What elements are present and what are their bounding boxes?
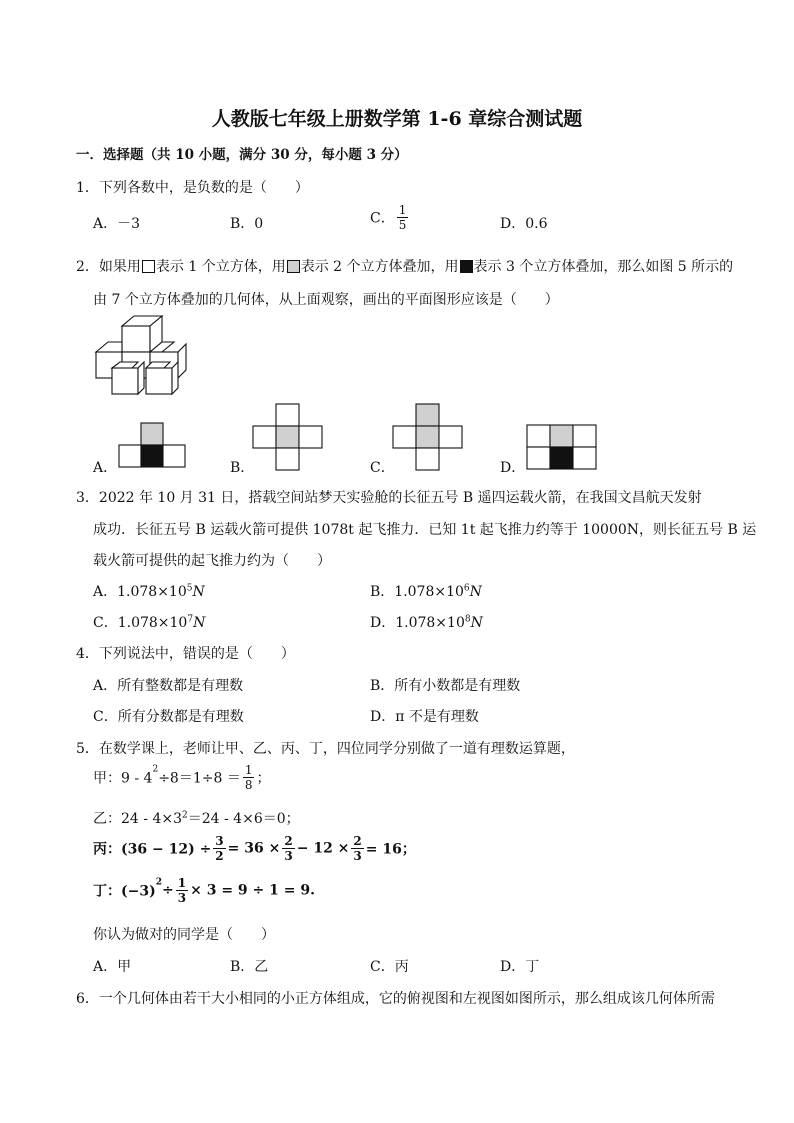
page-title: 人教版七年级上册数学第 1-6 章综合测试题 [211,108,583,130]
question-3-line-1: 3．2022 年 10 月 31 日，搭载空间站梦天实验舱的长征五号 B 遥四运载火箭，在我国文昌航天发射 [76,490,702,506]
q5-jia-end: ； [256,770,271,787]
q1-option-d: D．0.6 [500,216,548,232]
q5-jia-exp: 2 [152,764,159,775]
q5-jia-pre: 甲：9 - 4 [93,770,153,787]
q5-bing-d1: 2 [215,849,224,863]
q5-yi-line [93,808,300,828]
question-2-line-1 [76,256,733,276]
q5-bing-frac-1 [213,834,225,863]
white-square-icon [142,260,155,273]
q1-option-c-label: C． [370,210,395,227]
q5-jia-den: 8 [244,778,253,792]
q5-ding-exp: 2 [155,877,162,888]
q4-option-a[interactable]: A．所有整数都是有理数 [93,678,244,694]
q2-option-d[interactable]: D． [500,460,526,476]
q3-b-exp: 6 [463,583,470,594]
q1-option-a: A．－3 [93,216,141,232]
q2-option-a[interactable]: A． [93,460,118,476]
q2-option-c-grid [392,402,466,472]
question-1-stem: 1．下列各数中，是负数的是（ ） [76,180,309,196]
q5-jia-line [93,763,270,792]
q1-fraction-den: 5 [398,218,407,232]
q3-option-d[interactable] [370,612,483,632]
q5-yi-end: ＝24 - 4×6＝0； [187,811,300,827]
q3-c-text: C．1.078×10 [93,615,188,631]
q5-option-b[interactable]: B．乙 [230,959,269,975]
q4-option-b[interactable]: B．所有小数都是有理数 [370,678,521,694]
q3-option-c[interactable] [93,612,205,632]
black-square-icon [460,260,473,273]
question-3-line-2: 成功．长征五号 B 运载火箭可提供 1078t 起飞推力．已知 1t 起飞推力约等于 10000N，则长征五号 B 运 [93,522,757,538]
q2-option-a-grid [118,421,190,471]
q5-ding-den: 3 [177,891,187,905]
q5-option-c[interactable]: C．丙 [370,959,409,975]
q2-option-b-grid [252,402,326,472]
q1-option-c [370,203,410,232]
q5-bing-n2: 2 [284,834,293,848]
q1-option-b: B．0 [230,216,264,232]
q5-bing-mid2: − 12 × [296,840,350,857]
q3-a-text: A．1.078×10 [93,584,187,600]
q5-ding-fraction [176,876,188,905]
q5-ding-pre: 丁：(−3) [93,883,156,900]
q5-ding-mid: ÷ [162,882,174,899]
q1-fraction-num: 1 [398,203,407,217]
q5-jia-num: 1 [244,763,253,777]
q5-bing-mid: = 36 × [227,840,281,857]
q3-a-unit: N [192,584,205,600]
q3-b-text: B．1.078×10 [370,584,464,600]
q5-bing-d2: 3 [284,849,293,863]
q4-option-d[interactable]: D．π 不是有理数 [370,709,479,725]
q5-bing-n1: 3 [215,834,224,848]
q5-option-a[interactable]: A．甲 [93,959,132,975]
q2-text-b: 表示 1 个立方体，用 [155,259,286,275]
question-6-line-1: 6．一个几何体由若干大小相同的小正方体组成，它的俯视图和左视图如图所示，那么组成该几何体所需 [76,991,715,1007]
gray-square-icon [287,260,300,273]
section-heading: 一．选择题（共 10 小题，满分 30 分，每小题 3 分） [76,147,408,163]
q3-d-exp: 8 [464,614,471,625]
q2-option-b[interactable]: B． [230,460,255,476]
cube-stack-figure [92,312,192,397]
q2-text-c: 表示 2 个立方体叠加，用 [300,259,459,275]
q3-option-b[interactable] [370,581,482,601]
question-2-line-2: 由 7 个立方体叠加的几何体，从上面观察，画出的平面图形应该是（ ） [93,292,559,308]
q5-bing-frac-2 [282,834,294,863]
q5-bing-d3: 3 [353,849,362,863]
q5-bing-frac-3 [351,834,363,863]
q5-ask: 你认为做对的同学是（ ） [93,927,275,943]
q5-bing-line [93,834,416,863]
q2-option-d-grid [526,423,600,473]
question-3-line-3: 载火箭可提供的起飞推力约为（ ） [93,553,331,569]
q5-ding-num: 1 [177,876,187,890]
q5-ding-end: × 3 = 9 ÷ 1 = 9. [190,882,315,899]
q3-option-a[interactable] [93,581,205,601]
question-4-stem: 4．下列说法中，错误的是（ ） [76,646,295,662]
q2-option-c[interactable]: C． [370,460,395,476]
q5-yi-exp: 2 [182,810,188,821]
q5-ding-line [93,876,315,905]
q3-c-exp: 7 [187,614,194,625]
q3-d-unit: N [470,615,483,631]
q1-fraction [397,203,409,232]
q2-text-d: 表示 3 个立方体叠加，那么如图 5 所示的 [473,259,734,275]
q5-jia-fraction [243,763,255,792]
q5-bing-end: = 16； [365,841,416,858]
q5-option-d[interactable]: D．丁 [500,959,540,975]
q3-c-unit: N [193,615,206,631]
q3-b-unit: N [469,584,482,600]
q3-a-exp: 5 [186,583,193,594]
q2-text-a: 2．如果用 [76,259,141,275]
q5-yi-pre: 乙：24 - 4×3 [93,811,182,827]
q4-option-c[interactable]: C．所有分数都是有理数 [93,709,244,725]
q3-d-text: D．1.078×10 [370,615,465,631]
q5-bing-n3: 2 [353,834,362,848]
q5-bing-pre: 丙：(36 − 12) ÷ [93,841,212,858]
question-5-stem: 5．在数学课上，老师让甲、乙、丙、丁，四位同学分别做了一道有理数运算题， [76,741,575,757]
q5-jia-mid: ÷8＝1÷8 ＝ [158,770,241,787]
